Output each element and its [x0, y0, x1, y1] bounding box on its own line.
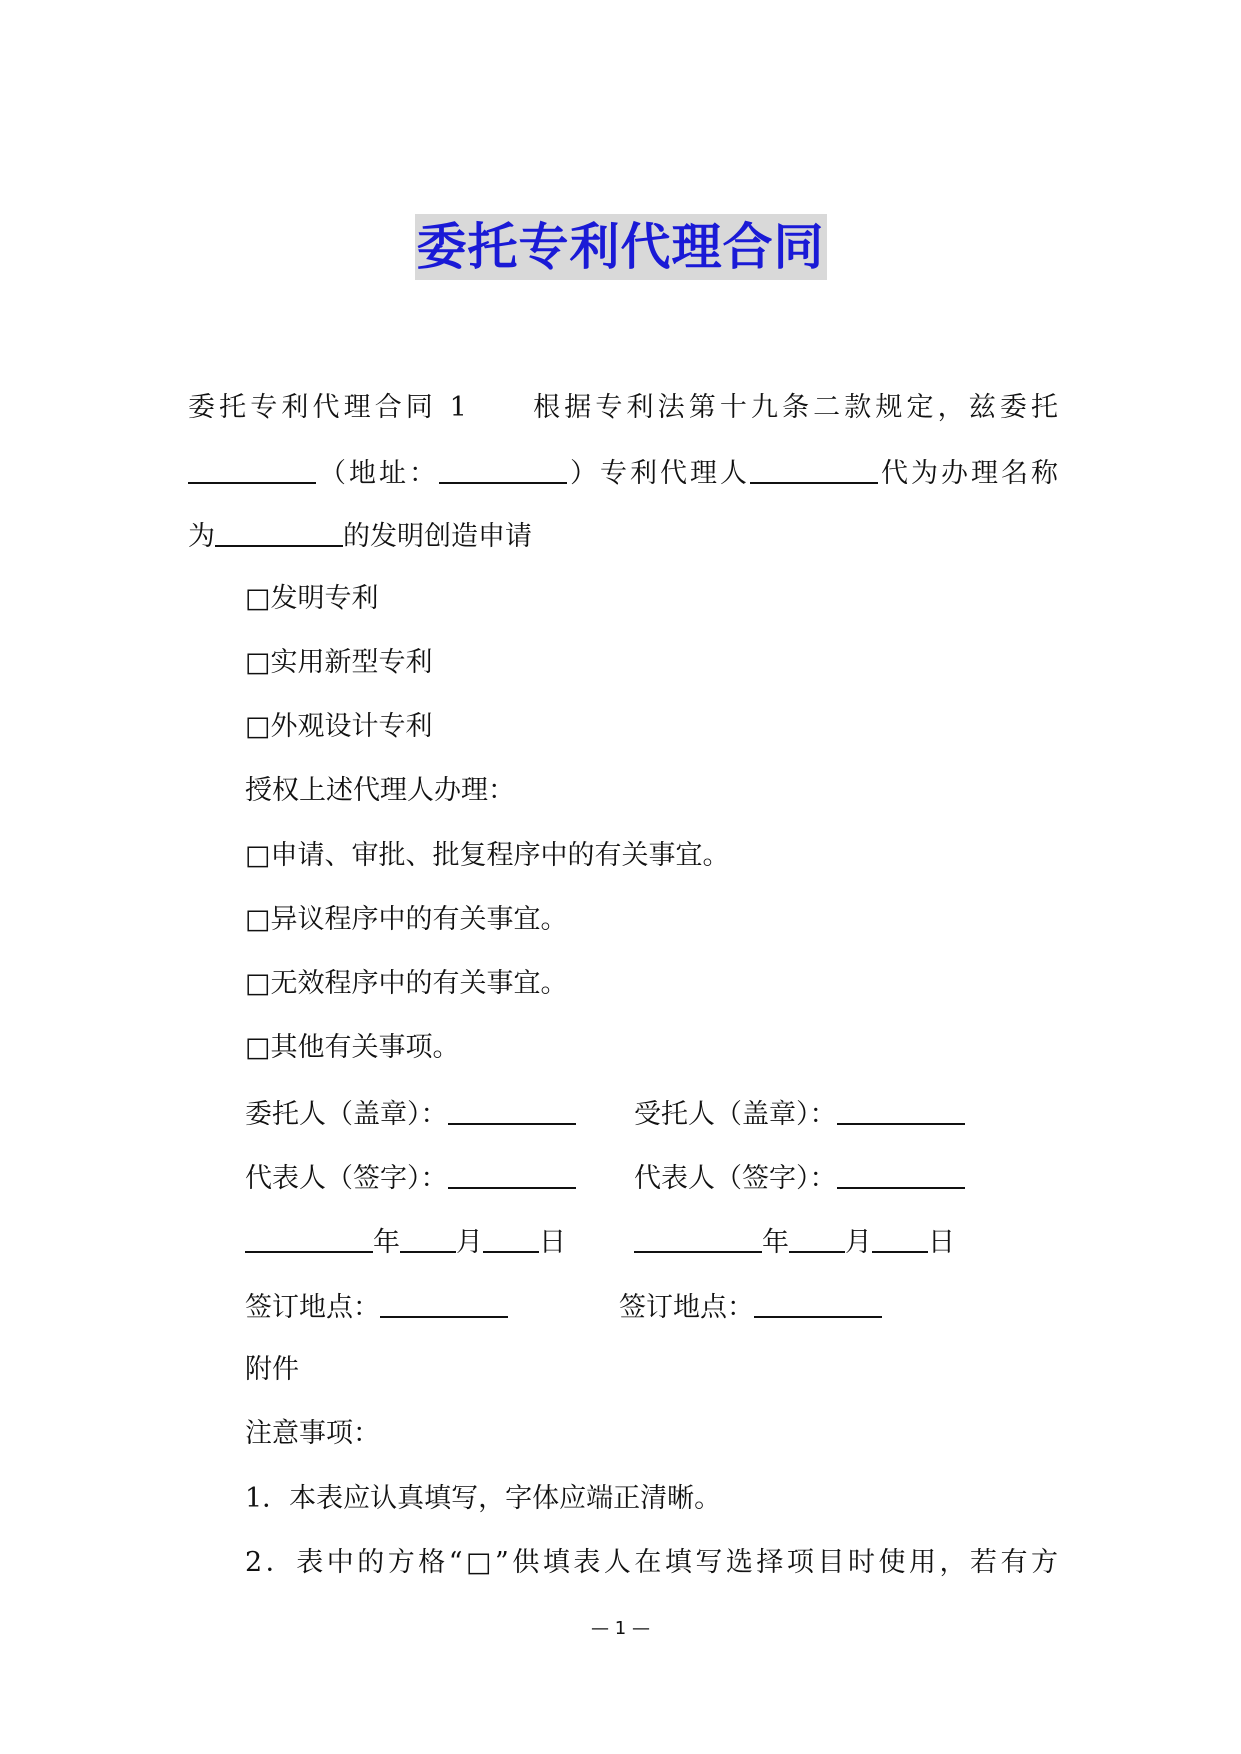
attachment-heading: 附件	[245, 1354, 299, 1385]
agent-seal-row	[634, 1093, 965, 1135]
invention-name-label: 代为办理名称	[878, 458, 1058, 489]
agent-date-row	[634, 1221, 955, 1263]
note-item: 1．本表应认真填写，字体应端正清晰。	[245, 1483, 722, 1514]
principal-place-blank	[380, 1286, 508, 1318]
title-container	[0, 214, 1241, 280]
principal-seal-label: 委托人（盖章）：	[245, 1099, 448, 1130]
agent-day-blank	[872, 1221, 928, 1253]
agent-seal-label: 受托人（盖章）：	[634, 1099, 837, 1130]
authorize-heading: 授权上述代理人办理：	[245, 775, 515, 806]
matter-invalidation: □无效程序中的有关事宜。	[245, 968, 568, 999]
address-blank	[439, 452, 567, 484]
invention-name-blank	[215, 515, 343, 547]
principal-date-row	[245, 1221, 566, 1263]
month-label: 月	[845, 1227, 872, 1258]
agent-place-label: 签订地点：	[619, 1292, 754, 1323]
principal-rep-blank	[448, 1157, 576, 1189]
patent-type-design: □外观设计专利	[245, 711, 433, 742]
agent-month-blank	[789, 1221, 845, 1253]
principal-seal-row	[245, 1093, 576, 1135]
intro-text-1: 委托专利代理合同 1 根据专利法第十九条二款规定，兹委托	[188, 392, 1058, 423]
intro-text-3b: 的发明创造申请	[343, 521, 532, 552]
principal-place-label: 签订地点：	[245, 1292, 380, 1323]
page-number: — 1 —	[591, 1618, 650, 1639]
agent-name-blank	[750, 452, 878, 484]
patent-type-invention: □发明专利	[245, 583, 379, 614]
agent-year-blank	[634, 1221, 762, 1253]
day-label: 日	[928, 1227, 955, 1258]
address-label: （地址：	[316, 458, 439, 489]
intro-line-3	[188, 515, 532, 557]
notes-heading: 注意事项：	[245, 1418, 380, 1449]
principal-place-row	[245, 1286, 508, 1328]
note-item	[245, 1543, 1058, 1583]
principal-rep-row	[245, 1157, 576, 1199]
agent-place-blank	[754, 1286, 882, 1318]
year-label: 年	[373, 1227, 400, 1258]
agent-rep-blank	[837, 1157, 965, 1189]
agent-rep-row	[634, 1157, 965, 1199]
matter-application: □申请、审批、批复程序中的有关事宜。	[245, 840, 730, 871]
document-title: 委托专利代理合同	[415, 214, 827, 280]
agent-seal-blank	[837, 1093, 965, 1125]
principal-day-blank	[483, 1221, 539, 1253]
principal-month-blank	[400, 1221, 456, 1253]
agent-label: ）专利代理人	[567, 458, 750, 489]
matter-other: □其他有关事项。	[245, 1032, 460, 1063]
agent-rep-label: 代表人（签字）：	[634, 1163, 837, 1194]
month-label: 月	[456, 1227, 483, 1258]
year-label: 年	[762, 1227, 789, 1258]
matter-opposition: □异议程序中的有关事宜。	[245, 904, 568, 935]
patent-type-utility-model: □实用新型专利	[245, 647, 433, 678]
principal-rep-label: 代表人（签字）：	[245, 1163, 448, 1194]
agent-place-row	[619, 1286, 882, 1328]
intro-line-1	[188, 388, 1058, 428]
day-label: 日	[539, 1227, 566, 1258]
principal-name-blank	[188, 452, 316, 484]
intro-line-2	[188, 452, 1058, 494]
principal-seal-blank	[448, 1093, 576, 1125]
principal-year-blank	[245, 1221, 373, 1253]
intro-text-3a: 为	[188, 521, 215, 552]
note-item-text: 2．表中的方格“□”供填表人在填写选择项目时使用，若有方	[245, 1547, 1058, 1578]
